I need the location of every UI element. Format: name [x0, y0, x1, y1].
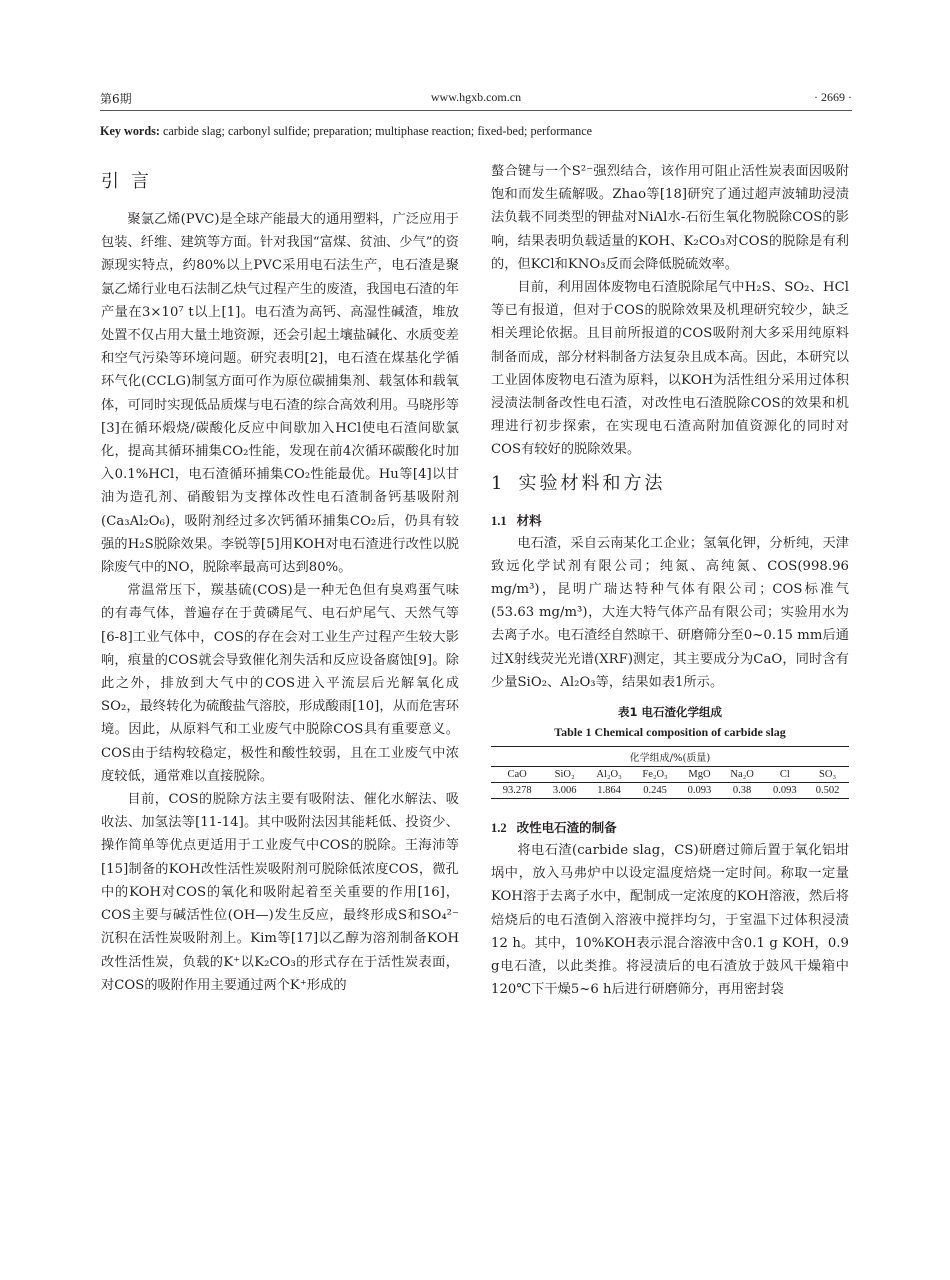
- table-col-header: Na₂O: [721, 767, 764, 783]
- table-col-header: CaO: [491, 767, 543, 783]
- table-col-header: MgO: [678, 767, 721, 783]
- section-1-1-paragraph: 电石渣，采自云南某化工企业；氢氧化钾，分析纯，天津致远化学试剂有限公司；纯氮、高纯氮、COS(998.96 mg/m³)，昆明广瑞达特种气体有限公司；COS标准气(53.63 mg/m³)，大连大特气体产品有限公司；实验用水为去离子水。电石渣经自然晾干、研磨筛分至0~0.15 mm后通过X射线荧光光谱(XRF)测定，其主要成分为CaO，同时含有少量SiO₂、Al₂O₃等，结果如表1所示。: [491, 535, 849, 690]
- table-col-header: Al₂O₃: [586, 767, 632, 783]
- table-cell: 0.245: [632, 783, 678, 799]
- intro-paragraph-1: 聚氯乙烯(PVC)是全球产能最大的通用塑料，广泛应用于包装、纤维、建筑等方面。针对我国“富煤、贫油、少气”的资源现实特点，约80%以上PVC采用电石法生产，电石渣是聚氯乙烯行业电石法制乙炔气过程产生的废渣，我国电石渣的年产量在3×10⁷ t以上[1]。电石渣为高钙、高湿性碱渣，堆放处置不仅占用大量土地资源，还会引起土壤盐碱化、水质变差和空气污染等环境问题。研究表明[2]，电石渣在煤基化学循环气化(CCLG)制氢方面可作为原位碳捕集剂、载氢体和载氧体，可同时实现低品质煤与电石渣的综合高效利用。马晓彤等[3]在循环煅烧/碳酸化反应中间歇加入HCl使电石渣间歇氯化，提高其循环捕集CO₂性能，发现在前4次循环碳酸化时加入0.1%HCl，电石渣循环捕集CO₂性能最优。Hu等[4]以甘油为造孔剂、硝酸铝为支撑体改性电石渣制备钙基吸附剂(Ca₃Al₂O₆)，吸附剂经过多次钙循环捕集CO₂后，仍具有较强的H₂S脱除效果。李锐等[5]用KOH对电石渣进行改性以脱除废气中的NO，脱除率最高可达到80%。: [101, 212, 459, 576]
- section-1-1-heading: 1.1 材料: [491, 512, 542, 528]
- table-cell: 0.502: [806, 783, 849, 799]
- section-1-2-heading: 1.2 改性电石渣的制备: [491, 820, 617, 836]
- journal-website: www.hgxb.com.cn: [430, 90, 522, 104]
- table-cell: 0.093: [678, 783, 721, 799]
- issue-label: 第6期: [100, 92, 132, 106]
- table-1-group-header: 化学组成/%(质量): [491, 747, 849, 767]
- intro-paragraph-3-continued: 螯合键与一个S²⁻强烈结合，该作用可阻止活性炭表面因吸附饱和而发生硫解吸。Zhao等[18]研究了通过超声波辅助浸渍法负载不同类型的钾盐对NiAl水-石衍生氧化物脱除COS的影响，结果表明负载适量的KOH、K₂CO₃对COS的脱除是有利的，但KCl和KNO₃反而会降低脱硫效率。: [491, 164, 849, 272]
- section-1-heading: 1 实验材料和方法: [491, 472, 666, 494]
- table-cell: 0.093: [763, 783, 806, 799]
- section-1-2-paragraph: 将电石渣(carbide slag，CS)研磨过筛后置于氧化铝坩埚中，放入马弗炉中以设定温度焙烧一定时间。称取一定量KOH溶于去离子水中，配制成一定浓度的KOH溶液，然后将焙烧后的电石渣倒入溶液中搅拌均匀，于室温下过体积浸渍12 h。其中，10%KOH表示混合溶液中含0.1 g KOH，0.9 g电石渣，以此类推。将浸渍后的电石渣放于鼓风干燥箱中120℃下干燥5~6 h后进行研磨筛分，再用密封袋: [491, 843, 849, 998]
- table-cell: 3.006: [543, 783, 586, 799]
- keywords-label: Key words:: [100, 124, 160, 138]
- table-col-header: Fe₂O₃: [632, 767, 678, 783]
- left-column: [101, 160, 459, 997]
- table-col-header: SO₃: [806, 767, 849, 783]
- page-number: · 2669 ·: [814, 90, 852, 104]
- table-1: [491, 746, 849, 799]
- table-row: [491, 783, 849, 799]
- keywords-text: carbide slag; carbonyl sulfide; preparation; multiphase reaction; fixed-bed; performance: [162, 124, 593, 138]
- table-cell: 1.864: [586, 783, 632, 799]
- running-header: [100, 88, 852, 111]
- table-col-header: Cl: [763, 767, 806, 783]
- intro-paragraph-4: 目前，利用固体废物电石渣脱除尾气中H₂S、SO₂、HCl等已有报道，但对于COS的脱除效果及机理研究较少，缺乏相关理论依据。且目前所报道的COS吸附剂大多采用纯原料制备而成，部分材料制备方法复杂且成本高。因此，本研究以工业固体废物电石渣为原料，以KOH为活性组分采用过体积浸渍法制备改性电石渣，对改性电石渣脱除COS的效果和机理进行初步探索，在实现电石渣高附加值资源化的同时对COS有较好的脱除效果。: [491, 280, 849, 458]
- right-column: [491, 160, 849, 1001]
- table-cell: 0.38: [721, 783, 764, 799]
- intro-heading: 引言: [101, 171, 161, 192]
- table-1-caption-cn: 表1 电石渣化学组成: [617, 705, 722, 720]
- table-col-header: SiO₂: [543, 767, 586, 783]
- intro-paragraph-2: 常温常压下，羰基硫(COS)是一种无色但有臭鸡蛋气味的有毒气体，普遍存在于黄磷尾气、电石炉尾气、天然气等[6-8]工业气体中，COS的存在会对工业生产过程产生较大影响，痕量的COS就会导致催化剂失活和反应设备腐蚀[9]。除此之外，排放到大气中的COS进入平流层后光解氧化成SO₂，最终转化为硫酸盐气溶胶，形成酸雨[10]，从而危害环境。因此，从原料气和工业废气中脱除COS具有重要意义。COS由于结构较稳定，极性和酸性较弱，且在工业废气中浓度较低，通常难以直接脱除。: [101, 583, 459, 784]
- keywords-line: [100, 124, 860, 139]
- intro-paragraph-3: 目前，COS的脱除方法主要有吸附法、催化水解法、吸收法、加氢法等[11-14]。其中吸附法因其能耗低、投资少、操作简单等优点更适用于工业废气中COS的脱除。王海沛等[15]制备的KOH改性活性炭吸附剂可脱除低浓度COS，微孔中的KOH对COS的氧化和吸附起着至关重要的作用[16]，COS主要与碱活性位(OH—)发生反应，最终形成S和SO₄²⁻沉积在活性炭吸附剂上。Kim等[17]以乙醇为溶剂制备KOH改性活性炭，负载的K⁺以K₂CO₃的形式存在于活性炭表面，对COS的吸附作用主要通过两个K⁺形成的: [101, 792, 459, 993]
- table-cell: 93.278: [491, 783, 543, 799]
- table-1-caption-en: Table 1 Chemical composition of carbide slag: [554, 725, 786, 740]
